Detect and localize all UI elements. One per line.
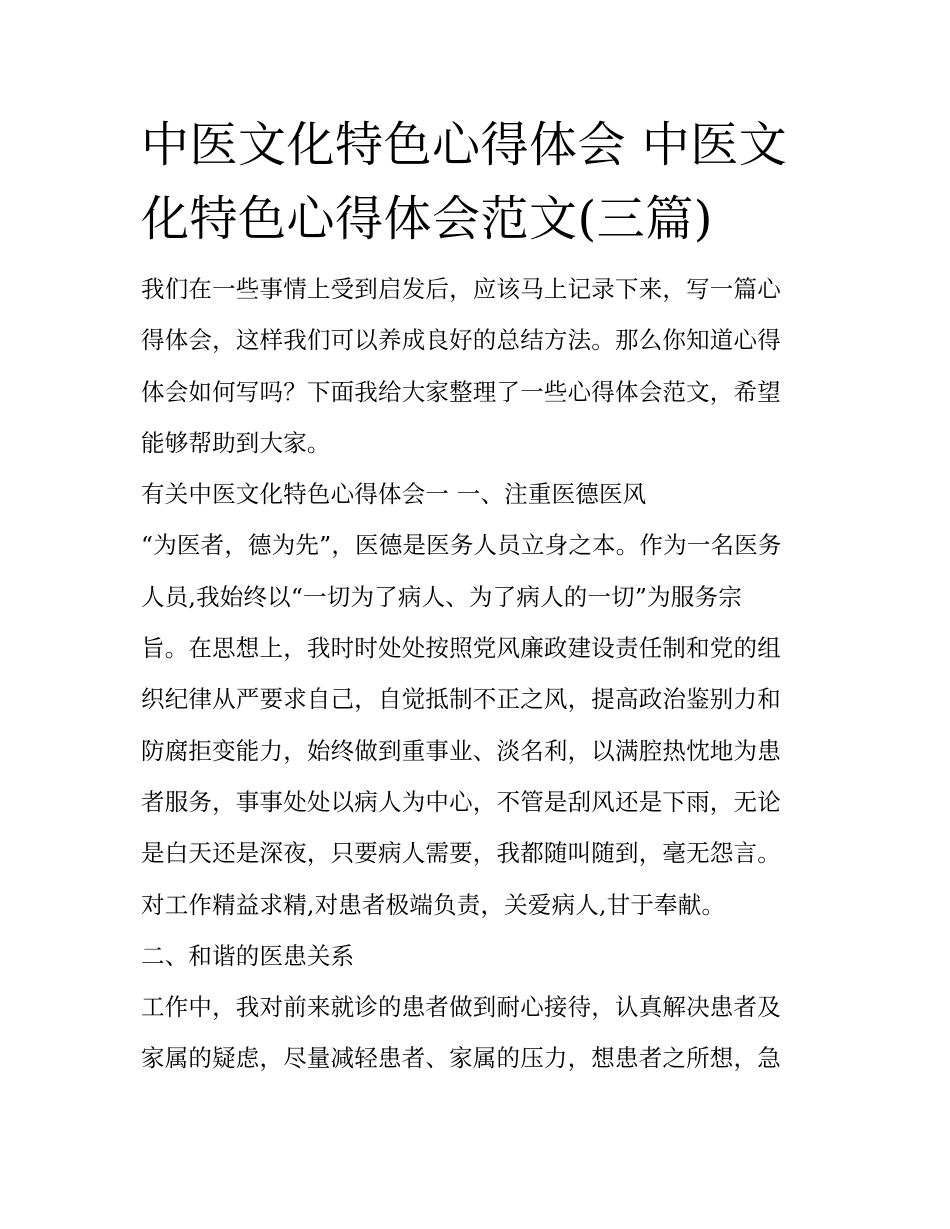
document-content xyxy=(141,108,813,1085)
body-line: 我们在一些事情上受到启发后，应该马上记录下来，写一篇心 xyxy=(141,275,781,303)
title-line-1: 中医文化特色心得体会 中医文 xyxy=(141,117,788,173)
title-line-2: 化特色心得体会范文(三篇) xyxy=(141,191,713,247)
body-line: “为医者，德为先”，医德是医务人员立身之本。作为一名医务 xyxy=(141,531,782,560)
body-line: 得体会，这样我们可以养成良好的总结方法。那么你知道心得 xyxy=(141,326,781,355)
body-line: 人员,我始终以“一切为了病人、为了病人的一切”为服务宗 xyxy=(141,582,742,611)
body-line: 对工作精益求精,对患者极端负责，关爱病人,甘于奉献。 xyxy=(141,890,726,919)
body-line: 家属的疑虑，尽量减轻患者、家属的压力，想患者之所想，急 xyxy=(141,1044,781,1073)
section-heading-1: 有关中医文化特色心得体会一 一、注重医德医风 xyxy=(141,480,647,509)
body-line: 是白天还是深夜，只要病人需要，我都随叫随到，毫无怨言。 xyxy=(141,839,781,868)
section-heading-2: 二、和谐的医患关系 xyxy=(141,941,355,970)
body-line: 者服务，事事处处以病人为中心，不管是刮风还是下雨，无论 xyxy=(141,787,781,816)
document-title xyxy=(141,108,813,256)
body-line: 防腐拒变能力，始终做到重事业、淡名利，以满腔热忱地为患 xyxy=(141,736,781,765)
body-line: 工作中，我对前来就诊的患者做到耐心接待，认真解决患者及 xyxy=(141,993,781,1022)
body-line: 旨。在思想上，我时时处处按照党风廉政建设责任制和党的组 xyxy=(141,634,781,663)
document-body xyxy=(141,264,813,1085)
body-line: 体会如何写吗？下面我给大家整理了一些心得体会范文，希望 xyxy=(141,377,781,406)
body-line: 织纪律从严要求自己，自觉抵制不正之风，提高政治鉴别力和 xyxy=(141,685,781,714)
body-line: 能够帮助到大家。 xyxy=(141,428,331,457)
